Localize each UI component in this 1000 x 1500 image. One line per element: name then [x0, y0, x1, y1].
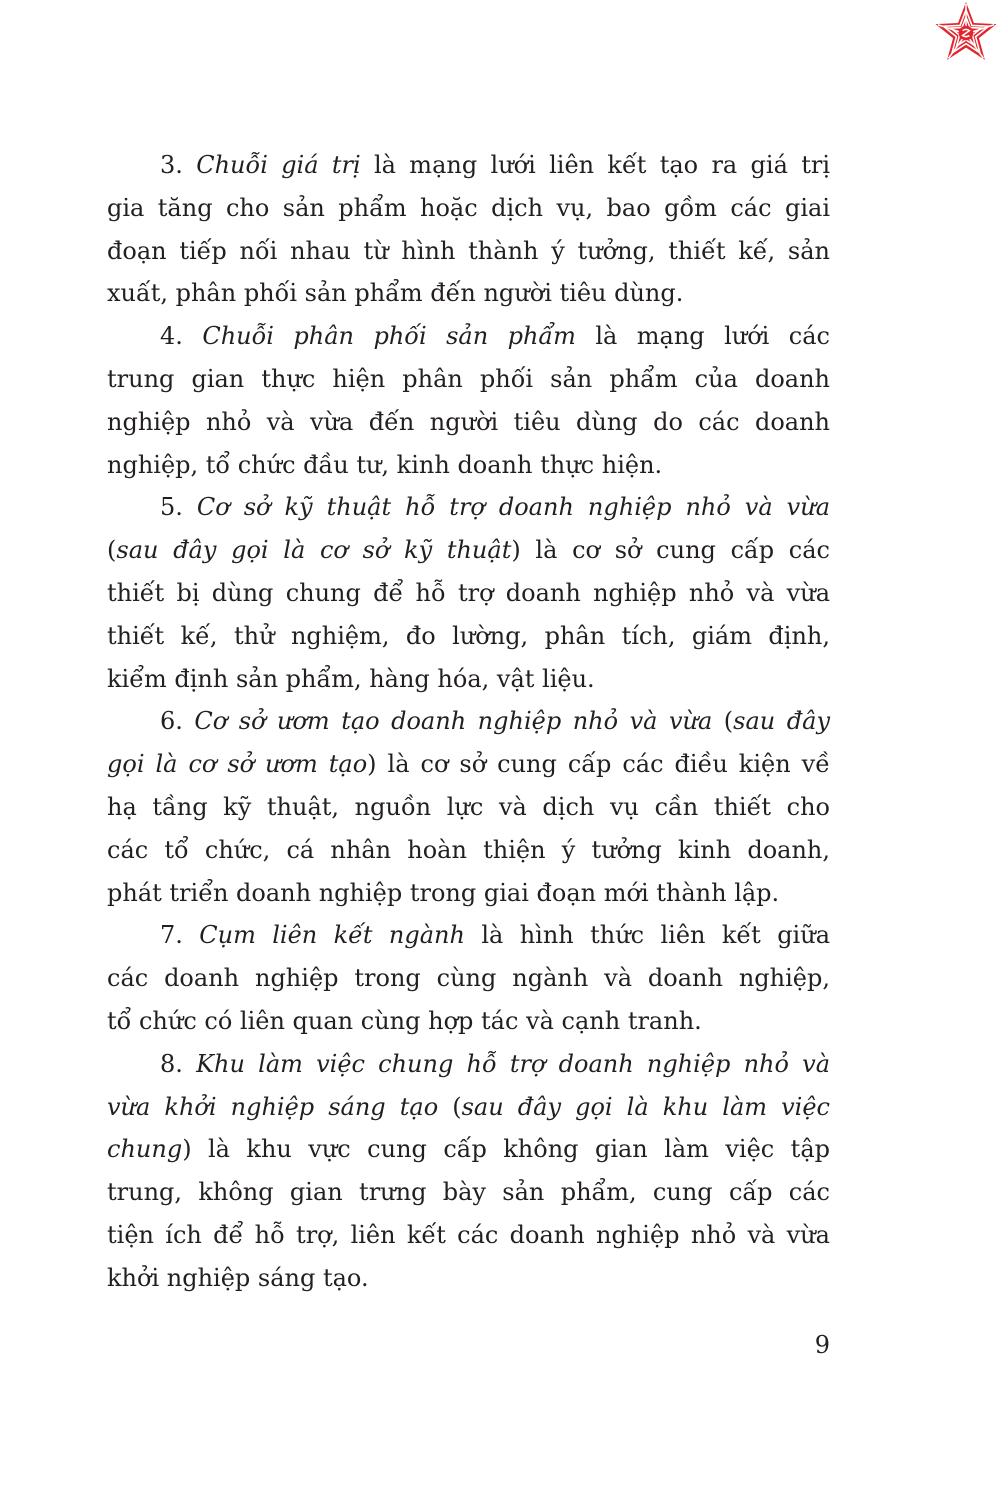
text-line — [107, 572, 830, 615]
body-text — [107, 144, 830, 1300]
text-run: là mạng lưới các — [575, 322, 830, 351]
definition-paragraph — [107, 486, 830, 700]
text-run: kiểm định sản phẩm, hàng hóa, vật liệu. — [107, 664, 595, 693]
text-line — [107, 315, 830, 358]
text-line — [107, 444, 830, 487]
defined-term: sau đây — [733, 707, 830, 736]
text-run: 5. — [160, 493, 197, 522]
text-line — [107, 829, 830, 872]
text-line — [107, 529, 830, 572]
text-line — [107, 144, 830, 187]
text-line — [107, 1043, 830, 1086]
defined-term: gọi là cơ sở ươm tạo — [107, 750, 368, 779]
text-run: ( — [438, 1092, 462, 1121]
text-run: 3. — [160, 151, 197, 179]
defined-term: Chuỗi phân phối sản phẩm — [202, 322, 576, 351]
text-run: gia tăng cho sản phẩm hoặc dịch vụ, bao gồm các giai — [107, 193, 830, 222]
text-line — [107, 1000, 830, 1043]
defined-term: Cơ sở ươm tạo doanh nghiệp nhỏ và vừa — [194, 707, 713, 736]
definition-paragraph — [107, 1043, 830, 1300]
text-line — [107, 486, 830, 529]
text-line — [107, 1257, 830, 1300]
text-run: các tổ chức, cá nhân hoàn thiện ý tưởng kinh doanh, — [107, 835, 830, 864]
text-run: phát triển doanh nghiệp trong giai đoạn mới thành lập. — [107, 878, 780, 907]
text-line — [107, 230, 830, 273]
defined-term: Chuỗi giá trị — [196, 151, 361, 179]
text-line — [107, 700, 830, 743]
text-line — [107, 615, 830, 658]
text-run: đoạn tiếp nối nhau từ hình thành ý tưởng, thiết kế, sản — [107, 236, 830, 265]
text-line — [107, 1171, 830, 1214]
text-run: thiết bị dùng chung để hỗ trợ doanh nghiệp nhỏ và vừa — [107, 578, 830, 607]
text-line — [107, 872, 830, 915]
text-run: tiện ích để hỗ trợ, liên kết các doanh nghiệp nhỏ và vừa — [107, 1220, 830, 1249]
text-run: ) là khu vực cung cấp không gian làm việc tập — [182, 1135, 830, 1164]
definition-paragraph — [107, 914, 830, 1042]
text-line — [107, 358, 830, 401]
text-line — [107, 1086, 830, 1129]
text-run: là hình thức liên kết giữa — [464, 921, 831, 950]
defined-term: Cơ sở kỹ thuật hỗ trợ doanh nghiệp nhỏ và vừa — [196, 493, 831, 522]
text-run: nghiệp nhỏ và vừa đến người tiêu dùng do các doanh — [107, 407, 830, 436]
text-run: 8. — [160, 1049, 197, 1078]
text-run: ) là cơ sở cung cấp các — [511, 536, 830, 565]
text-run: xuất, phân phối sản phẩm đến người tiêu dùng. — [107, 279, 684, 308]
text-run: các doanh nghiệp trong cùng ngành và doanh nghiệp, — [107, 964, 830, 993]
text-run: khởi nghiệp sáng tạo. — [107, 1263, 369, 1292]
text-run: 4. — [160, 322, 203, 351]
defined-term: sau đây gọi là khu làm việc — [461, 1092, 830, 1121]
defined-term: Cụm liên kết ngành — [199, 921, 465, 950]
text-line — [107, 1128, 830, 1171]
text-run: 6. — [160, 707, 195, 736]
text-run: hạ tầng kỹ thuật, nguồn lực và dịch vụ cần thiết cho — [107, 792, 830, 821]
publisher-star-logo-icon — [935, 2, 996, 60]
text-run: ( — [107, 536, 117, 565]
text-run: thiết kế, thử nghiệm, đo lường, phân tích, giám định, — [107, 621, 830, 650]
defined-term: chung — [107, 1135, 183, 1164]
publisher-logo — [932, 0, 1000, 68]
text-line — [107, 272, 830, 315]
defined-term: vừa khởi nghiệp sáng tạo — [107, 1092, 439, 1121]
defined-term: Khu làm việc chung hỗ trợ doanh nghiệp nhỏ và — [196, 1049, 831, 1078]
text-run: là mạng lưới liên kết tạo ra giá trị — [360, 151, 831, 179]
text-line — [107, 914, 830, 957]
text-run: trung, không gian trưng bày sản phẩm, cung cấp các — [107, 1178, 830, 1207]
defined-term: sau đây gọi là cơ sở kỹ thuật — [116, 536, 512, 565]
definition-paragraph — [107, 315, 830, 486]
text-run: ( — [712, 707, 734, 736]
text-line — [107, 187, 830, 230]
text-line — [107, 957, 830, 1000]
text-line — [107, 658, 830, 701]
definition-paragraph — [107, 700, 830, 914]
page-number: 9 — [814, 1331, 830, 1359]
text-line — [107, 786, 830, 829]
text-run: 7. — [160, 921, 200, 950]
text-line — [107, 743, 830, 786]
text-run: nghiệp, tổ chức đầu tư, kinh doanh thực hiện. — [107, 450, 663, 479]
text-line — [107, 1214, 830, 1257]
text-run: ) là cơ sở cung cấp các điều kiện về — [367, 750, 830, 779]
text-run: trung gian thực hiện phân phối sản phẩm của doanh — [107, 364, 830, 393]
text-line — [107, 401, 830, 444]
text-run: tổ chức có liên quan cùng hợp tác và cạnh tranh. — [107, 1006, 702, 1035]
definition-paragraph — [107, 144, 830, 315]
